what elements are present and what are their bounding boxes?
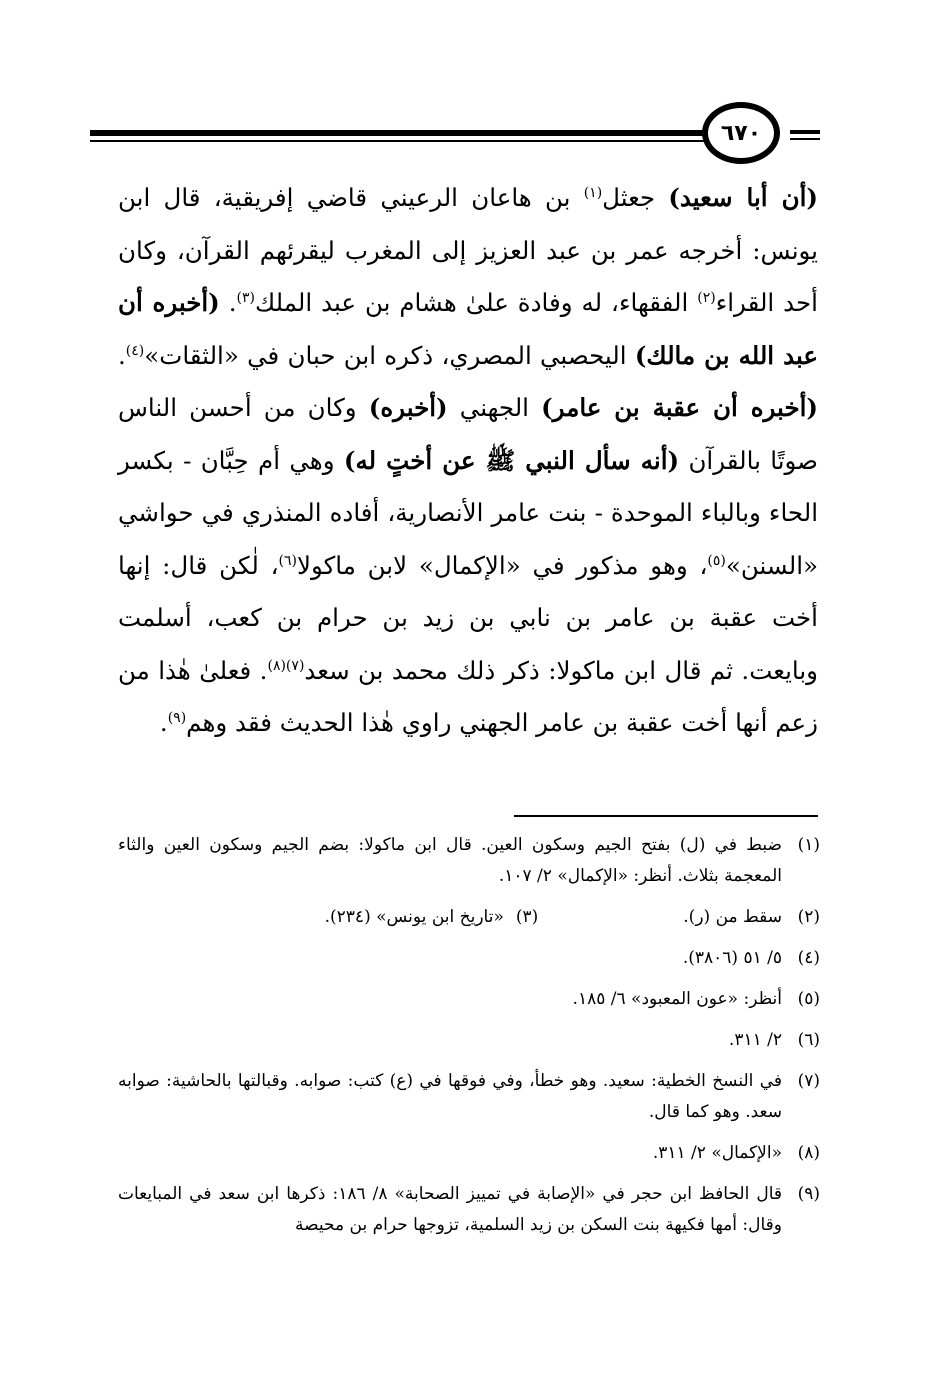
footnote-text: في النسخ الخطية: سعيد. وهو خطأ، وفي فوقها في (ع) كتب: صوابه. وقبالتها بالحاشية: صوابه سعد. وهو كما قال.	[118, 1071, 782, 1122]
footnote-item	[118, 830, 820, 892]
text-run: وكان من أحسن الناس صوتًا بالقرآن	[118, 393, 818, 475]
footnote-item	[118, 1138, 820, 1169]
footnote-item	[118, 984, 820, 1015]
footnote-text: ٢/ ٣١١.	[728, 1030, 782, 1050]
header-rule	[90, 130, 710, 136]
bold-phrase: (أخبره أن عقبة بن عامر)	[541, 393, 818, 422]
footnote-number: (٦)	[797, 1030, 820, 1050]
main-paragraph	[118, 172, 818, 750]
footnote-text: قال الحافظ ابن حجر في «الإصابة في تمييز الصحابة» ٨/ ١٨٦: ذكرها ابن سعد في المبايعات وقال: أمها فكيهة بنت السكن بن زيد السلمية، تزوجها حرام بن محيصة	[118, 1184, 782, 1235]
footnote-number: (٣)	[515, 907, 539, 927]
text-run: . فعلىٰ هٰذا من زعم أنها أخت عقبة بن عامر الجهني راوي هٰذا الحديث فقد وهم	[118, 655, 818, 737]
text-run: ، لٰكن قال: إنها أخت عقبة بن عامر بن نابي بن زيد بن حرام بن كعب، أسلمت وبايعت. ثم قال ابن ماكولا: ذكر ذلك محمد بن سعد	[118, 550, 818, 685]
footnote-ref[interactable]: (٩)	[167, 709, 187, 726]
footnote-ref[interactable]: (٣)	[236, 289, 255, 306]
bold-phrase: (أخبره أن عبد الله بن مالك)	[118, 288, 818, 370]
footnote-text: «الإكمال» ٢/ ٣١١.	[652, 1143, 782, 1163]
footnote-ref[interactable]: (٥)	[707, 552, 726, 569]
footnote-ref[interactable]: (٤)	[125, 342, 145, 359]
main-text	[118, 172, 818, 750]
footnote-number: (١)	[797, 835, 820, 855]
footnote-ref[interactable]: (٦)	[278, 552, 297, 569]
text-run: .	[159, 708, 168, 737]
footnote-number: (٤)	[797, 948, 820, 968]
footnote-text: «تاريخ ابن يونس» (٢٣٤).	[324, 907, 504, 927]
text-run: وهي أم حِبَّان - بكسر الحاء وبالباء الموحدة - بنت عامر الأنصارية، أفاده المنذري في حواشي «السنن»	[118, 445, 818, 580]
header-rule-right-thin	[790, 138, 820, 140]
page-header	[90, 100, 820, 170]
text-run: ، وهو مذكور في «الإكمال» لابن ماكولا	[296, 550, 708, 580]
footnote-item	[118, 1025, 820, 1056]
footnote-number: (٥)	[797, 989, 820, 1009]
footnote-text: ضبط في (ل) بفتح الجيم وسكون العين. قال ابن ماكولا: بضم الجيم وسكون العين والثاء المعجمة بثلاث. أنظر: «الإكمال» ٢/ ١٠٧.	[118, 835, 782, 886]
text-run: .	[118, 340, 126, 370]
text-run: الفقهاء، له وفادة علىٰ هشام بن عبد الملك	[254, 288, 698, 317]
footnote-number: (٨)	[797, 1143, 820, 1163]
text-run: بن هاعان الرعيني قاضي إفريقية، قال ابن يونس: أخرجه عمر بن عبد العزيز إلى المغرب ليقرئهم القرآن، وكان أحد القراء	[118, 183, 818, 317]
footnote-item	[118, 1179, 820, 1241]
page-number: ٦٧٠	[702, 102, 780, 164]
footnote-number: (٩)	[797, 1184, 820, 1204]
text-run: .	[219, 288, 237, 317]
footnote-pair	[118, 902, 782, 933]
footnote-text: سقط من (ر).	[683, 907, 782, 927]
footnote-item	[118, 943, 820, 974]
footnote-separator	[514, 815, 818, 817]
text-run: الجهني	[447, 393, 542, 422]
footnote-ref[interactable]: (٧)(٨)	[267, 657, 305, 674]
header-rule-right	[790, 130, 820, 134]
header-rule-thin	[90, 140, 710, 142]
footnote-ref[interactable]: (٢)	[697, 289, 716, 306]
footnote-item	[118, 902, 820, 933]
footnote-item	[118, 1066, 820, 1128]
text-run: جعثل	[602, 183, 669, 212]
footnotes	[118, 830, 820, 1251]
footnote-number: (٧)	[797, 1071, 820, 1091]
bold-phrase: (أخبره)	[368, 393, 448, 422]
footnote-text: أنظر: «عون المعبود» ٦/ ١٨٥.	[572, 989, 782, 1009]
footnote-text: ٥/ ٥١ (٣٨٠٦).	[682, 948, 782, 968]
footnote-ref[interactable]: (١)	[583, 184, 603, 201]
bold-phrase: (أن أبا سعيد)	[668, 183, 818, 212]
text-run: اليحصبي المصري، ذكره ابن حبان في «الثقات»	[144, 340, 635, 370]
bold-phrase: (أنه سأل النبي ﷺ عن أختٍ له)	[343, 445, 680, 475]
footnote-number: (٢)	[797, 907, 820, 927]
